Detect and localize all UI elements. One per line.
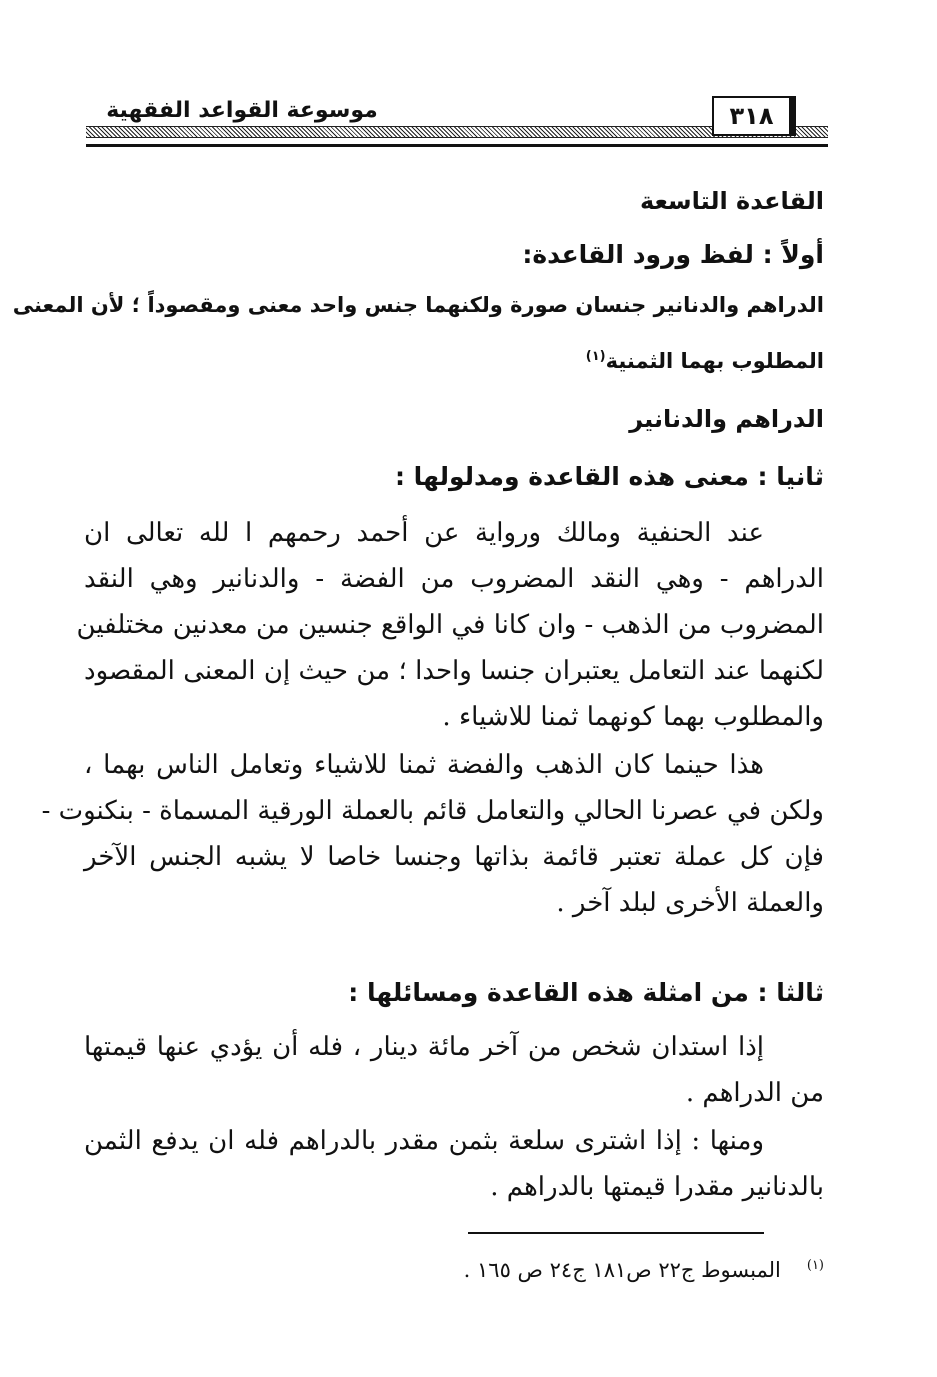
page-body [12, 176, 824, 1210]
paragraph-line: والمطلوب بهما كونهما ثمنا للاشياء . [442, 702, 824, 732]
paragraph-line: ومنها : إذا اشترى سلعة بثمن مقدر بالدراهم فله ان يدفع الثمن [84, 1126, 764, 1156]
paragraph-line: هذا حينما كان الذهب والفضة ثمنا للاشياء وتعامل الناس بهما ، [84, 750, 764, 780]
footnote-marker: (١) [806, 1258, 824, 1273]
second-heading: ثانيا : معنى هذه القاعدة ومدلولها : [394, 462, 824, 491]
first-heading: أولاً : لفظ ورود القاعدة: [522, 240, 824, 269]
meaning-paragraph-2 [41, 742, 824, 926]
paragraph-line: عند الحنفية ومالك ورواية عن أحمد رحمهم ا لله تعالى ان [84, 518, 764, 548]
rule-statement-line-2 [84, 334, 824, 384]
paragraph-line: بالدنانير مقدرا قيمتها بالدراهم . [490, 1172, 824, 1202]
running-title: موسوعة القواعد الفقهية [86, 98, 398, 123]
footnote-separator [468, 1232, 764, 1234]
footnote-text: المبسوط ج٢٢ ص١٨١ ج٢٤ ص ١٦٥ . [463, 1258, 781, 1282]
page-number: ٣١٨ [712, 96, 796, 136]
short-title: الدراهم والدنانير [629, 405, 824, 433]
paragraph-line: لكنهما عند التعامل يعتبران جنسا واحدا ؛ من حيث إن المعنى المقصود [84, 656, 824, 686]
examples-paragraph-1 [84, 1024, 824, 1116]
footnote-reference: (١) [585, 349, 606, 364]
section-title: القاعدة التاسعة [639, 187, 824, 215]
third-heading: ثالثا : من امثلة هذه القاعدة ومسائلها : [348, 978, 824, 1007]
header-rule [86, 144, 828, 147]
paragraph-line: من الدراهم . [685, 1078, 824, 1108]
paragraph-line: الدراهم - وهي النقد المضروب من الفضة - والدنانير وهي النقد [84, 564, 824, 594]
rule-statement-text: المطلوب بهما الثمنية [605, 349, 824, 373]
paragraph-line: المضروب من الذهب - وان كانا في الواقع جنسين من معدنين مختلفين [76, 610, 824, 640]
paragraph-line: إذا استدان شخص من آخر مائة دينار ، فله أن يؤدي عنها قيمتها [84, 1032, 764, 1062]
footnote [440, 1258, 824, 1282]
page-header [86, 96, 828, 154]
rule-statement-line-1: الدراهم والدنانير جنسان صورة ولكنهما جنس واحد معنى ومقصوداً ؛ لأن المعنى [12, 293, 824, 317]
paragraph-line: والعملة الأخرى لبلد آخر . [556, 888, 824, 918]
paragraph-line: ولكن في عصرنا الحالي والتعامل قائم بالعملة الورقية المسماة - بنكنوت - [41, 796, 824, 826]
paragraph-line: فإن كل عملة تعتبر قائمة بذاتها وجنسا خاصا لا يشبه الجنس الآخر [84, 842, 824, 872]
meaning-paragraph-1 [76, 510, 824, 740]
examples-paragraph-2 [84, 1118, 824, 1210]
